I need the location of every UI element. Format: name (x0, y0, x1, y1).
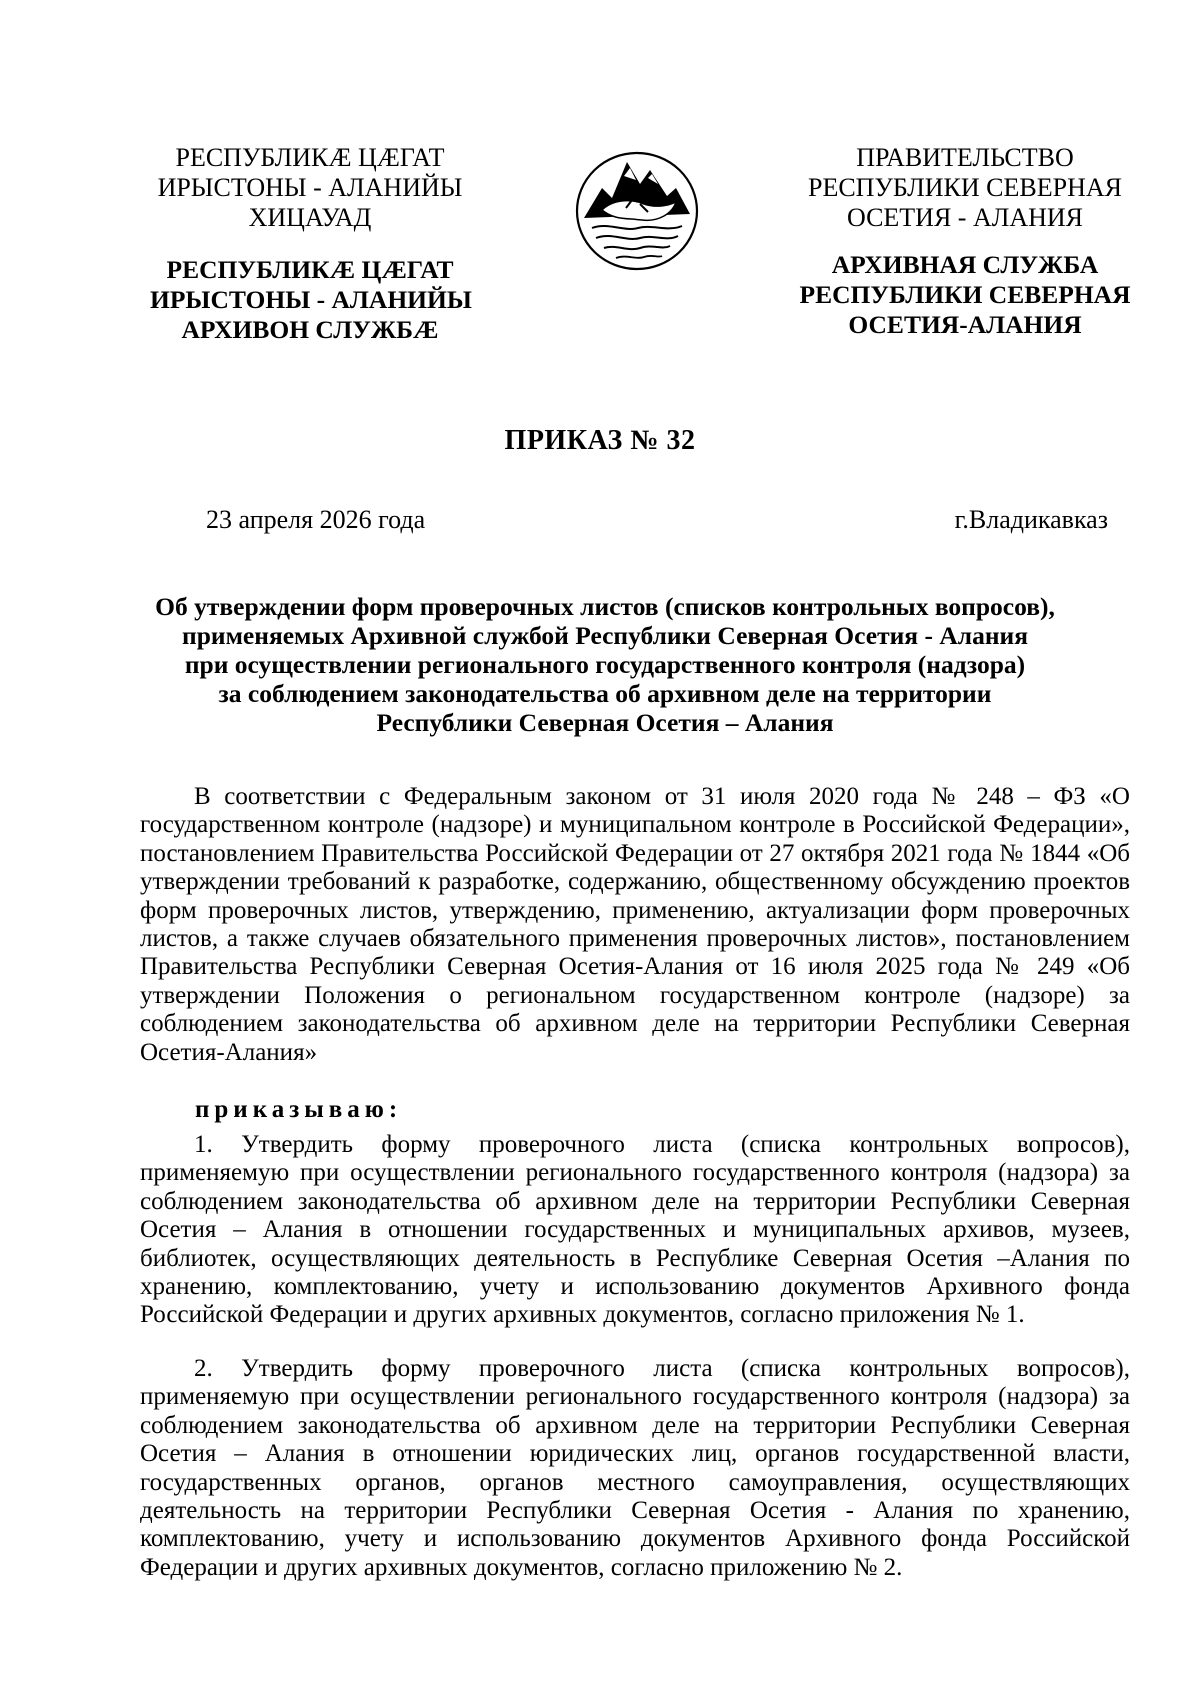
header-line: ИРЫСТОНЫ - АЛАНИЙЫ (150, 285, 472, 314)
header-line: АРХИВОН СЛУЖБӔ (181, 315, 439, 344)
coat-of-arms-icon (572, 148, 702, 274)
order-city: г.Владикавказ (954, 505, 1108, 534)
right-government-name (795, 143, 1135, 233)
header-line: РЕСПУБЛИКИ СЕВЕРНАЯ (808, 173, 1122, 202)
heading-line: за соблюдением законодательства об архивном деле на территории (218, 679, 992, 708)
preamble-paragraph: В соответствии с Федеральным законом от 31 июля 2020 года № 248 – ФЗ «О государственном контроле (надзоре) и муниципальном контроле в Российской Федерации», постановлением Правительства Российской Федерации от 27 октября 2021 года № 1844 «Об утверждении требований к разработке, содержанию, общественному обсуждению проектов форм проверочных листов, утверждению, применению, актуализации форм проверочных листов, а также случаев обязательного применения проверочных листов», постановлением Правительства Республики Северная Осетия-Алания от 16 июля 2025 года № 249 «Об утверждении Положения о региональном государственном контроле (надзоре) за соблюдением законодательства об архивном деле на территории Республики Северная Осетия-Алания» (140, 783, 1130, 1066)
header-line: РЕСПУБЛИКӔ ЦӔГАТ (175, 143, 445, 172)
header-line: ОСЕТИЯ - АЛАНИЯ (846, 203, 1084, 232)
header-line: АРХИВНАЯ СЛУЖБА (831, 250, 1099, 279)
heading-line: применяемых Архивной службой Республики Северная Осетия - Алания (182, 621, 1028, 650)
order-item-1: 1. Утвердить форму проверочного листа (списка контрольных вопросов), применяемую при осуществлении регионального государственного контроля (надзора) за соблюдением законодательства об архивном деле на территории Республики Северная Осетия – Алания в отношении государственных и муниципальных архивов, музеев, библиотек, осуществляющих деятельность в Республике Северная Осетия –Алания по хранению, комплектованию, учету и использованию документов Архивного фонда Российской Федерации и других архивных документов, согласно приложения № 1. (140, 1131, 1130, 1329)
heading-line: Об утверждении форм проверочных листов (списков контрольных вопросов), (155, 592, 1055, 621)
header-line: РЕСПУБЛИКӔ ЦӔГАТ (166, 255, 454, 284)
left-government-name (150, 143, 470, 233)
order-item-2: 2. Утвердить форму проверочного листа (списка контрольных вопросов), применяемую при осуществлении регионального государственного контроля (надзора) за соблюдением законодательства об архивном деле на территории Республики Северная Осетия – Алания в отношении юридических лиц, органов государственной власти, государственных органов, органов местного самоуправления, осуществляющих деятельность на территории Республики Северная Осетия - Алания по хранению, комплектованию, учету и использованию документов Архивного фонда Российской Федерации и других архивных документов, согласно приложению № 2. (140, 1355, 1130, 1581)
order-word: приказываю: (195, 1096, 403, 1123)
header-line: ПРАВИТЕЛЬСТВО (856, 143, 1074, 172)
heading-line: Республики Северная Осетия – Алания (376, 708, 834, 737)
header-line: ХИЦАУАД (248, 203, 372, 232)
header-line: ОСЕТИЯ-АЛАНИЯ (848, 310, 1082, 339)
order-date: 23 апреля 2026 года (206, 505, 426, 534)
header-line: ИРЫСТОНЫ - АЛАНИЙЫ (157, 173, 463, 202)
document-heading (100, 592, 1110, 737)
left-service-name (150, 255, 470, 345)
heading-line: при осуществлении регионального государственного контроля (надзора) (184, 650, 1026, 679)
order-title: ПРИКАЗ № 32 (504, 425, 696, 456)
header-line: РЕСПУБЛИКИ СЕВЕРНАЯ (799, 280, 1131, 309)
right-service-name (790, 250, 1140, 340)
